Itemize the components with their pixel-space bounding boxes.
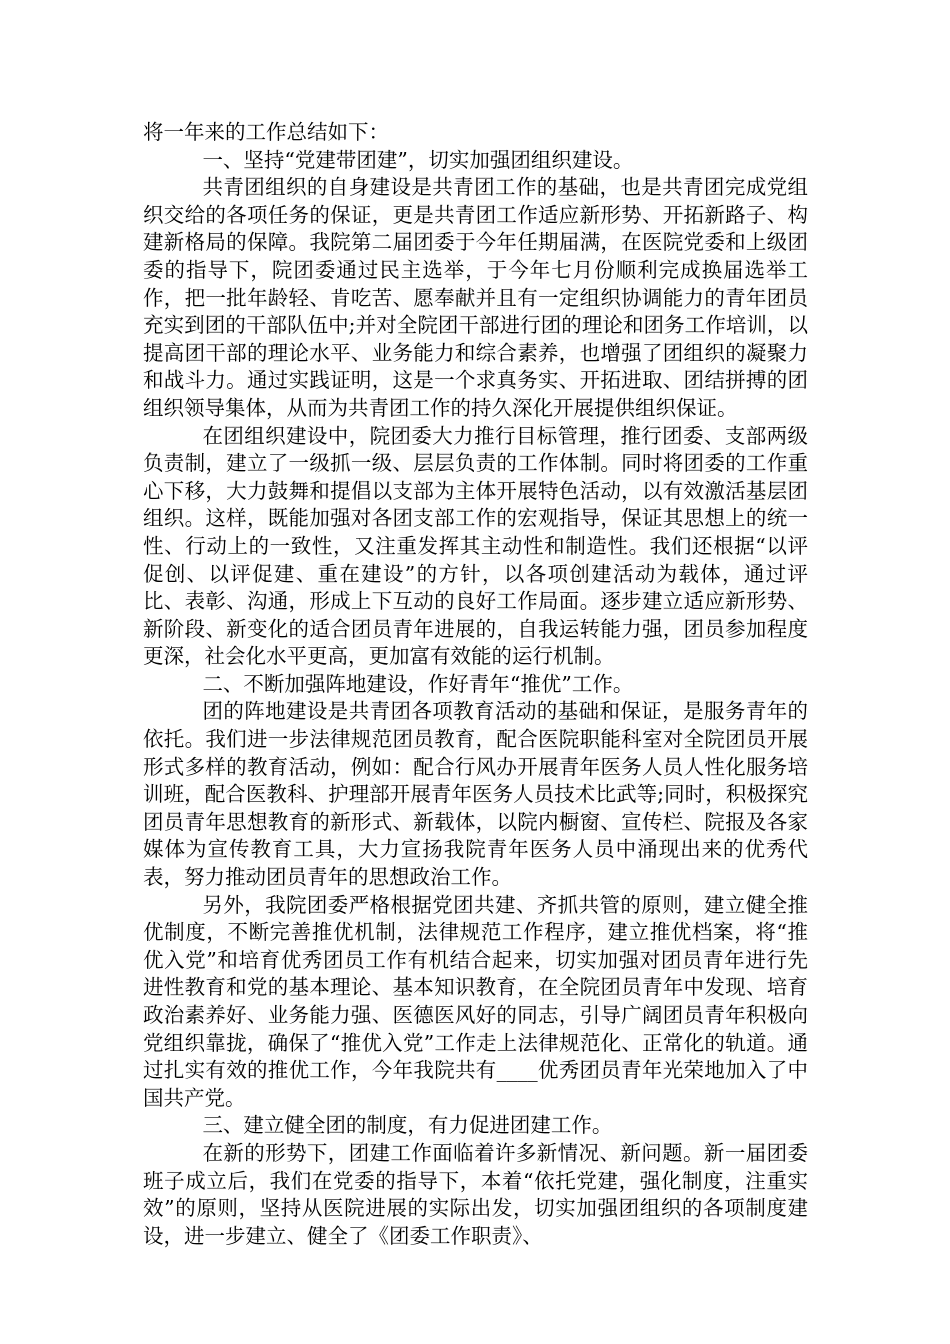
section-heading-2: 二、不断加强阵地建设，作好青年“推优”工作。 [202,671,634,696]
paragraph-body: 共青团组织的自身建设是共青团工作的基础，也是共青团完成党组织交给的各项任务的保证，更是共青团工作适应新形势、开拓新路子、构建新格局的保障。我院第二届团委于今年任期届满，在医院党委和上级团委的指导下，院团委通过民主选举，于今年七月份顺利完成换届选举工作，把一批年龄轻、肯吃苦、愿奉献并且有一定组织协调能力的青年团员充实到团的干部队伍中;并对全院团干部进行团的理论和团务工作培训，以提高团干部的理论水平、业务能力和综合素养，也增强了团组织的凝聚力和战斗力。通过实践证明，这是一个求真务实、开拓进取、团结拼搏的团组织领导集体，从而为共青团工作的持久深化开展提供组织保证。 [143,175,808,420]
paragraph-body: 另外，我院团委严格根据党团共建、齐抓共管的原则，建立健全推优制度，不断完善推优机制，法律规范工作程序，建立推优档案，将“推优入党”和培育优秀团员工作有机结合起来，切实加强对团员青年进行先进性教育和党的基本理论、基本知识教育，在全院团员青年中发现、培育政治素养好、业务能力强、医德医风好的同志，引导广阔团员青年积极向党组织靠拢，确保了“推优入党”工作走上法律规范化、正常化的轨道。通过扎实有效的推优工作，今年我院共有____优秀团员青年光荣地加入了中国共产党。 [143,892,808,1110]
paragraph-intro: 将一年来的工作总结如下： [143,120,389,144]
paragraph-body: 在团组织建设中，院团委大力推行目标管理，推行团委、支部两级负责制，建立了一级抓一级、层层负责的工作体制。同时将团委的工作重心下移，大力鼓舞和提倡以支部为主体开展特色活动，以有效激活基层团组织。这样，既能加强对各团支部工作的宏观指导，保证其思想上的统一性、行动上的一致性，又注重发挥其主动性和制造性。我们还根据“以评促创、以评促建、重在建设”的方针，以各项创建活动为载体，通过评比、表彰、沟通，形成上下互动的良好工作局面。逐步建立适应新形势、新阶段、新变化的适合团员青年进展的，自我运转能力强，团员参加程度更深，社会化水平更高，更加富有效能的运行机制。 [143,423,808,669]
paragraph-body: 在新的形势下，团建工作面临着许多新情况、新问题。新一届团委班子成立后，我们在党委的指导下，本着“依托党建，强化制度，注重实效”的原则，坚持从医院进展的实际出发，切实加强团组织的各项制度建设，进一步建立、健全了《团委工作职责》、 [143,1140,808,1248]
section-heading-1: 一、坚持“党建带团建”，切实加强团组织建设。 [202,147,634,172]
paragraph-body: 团的阵地建设是共青团各项教育活动的基础和保证，是服务青年的依托。我们进一步法律规范团员教育，配合医院职能科室对全院团员开展形式多样的教育活动，例如：配合行风办开展青年医务人员人性化服务培训班，配合医教科、护理部开展青年医务人员技术比武等;同时，积极探究团员青年思想教育的新形式、新载体，以院内橱窗、宣传栏、院报及各家媒体为宣传教育工具，大力宣扬我院青年医务人员中涌现出来的优秀代表，努力推动团员青年的思想政治工作。 [143,699,808,890]
document-body [143,119,808,1250]
section-heading-3: 三、建立健全团的制度，有力促进团建工作。 [202,1113,613,1138]
